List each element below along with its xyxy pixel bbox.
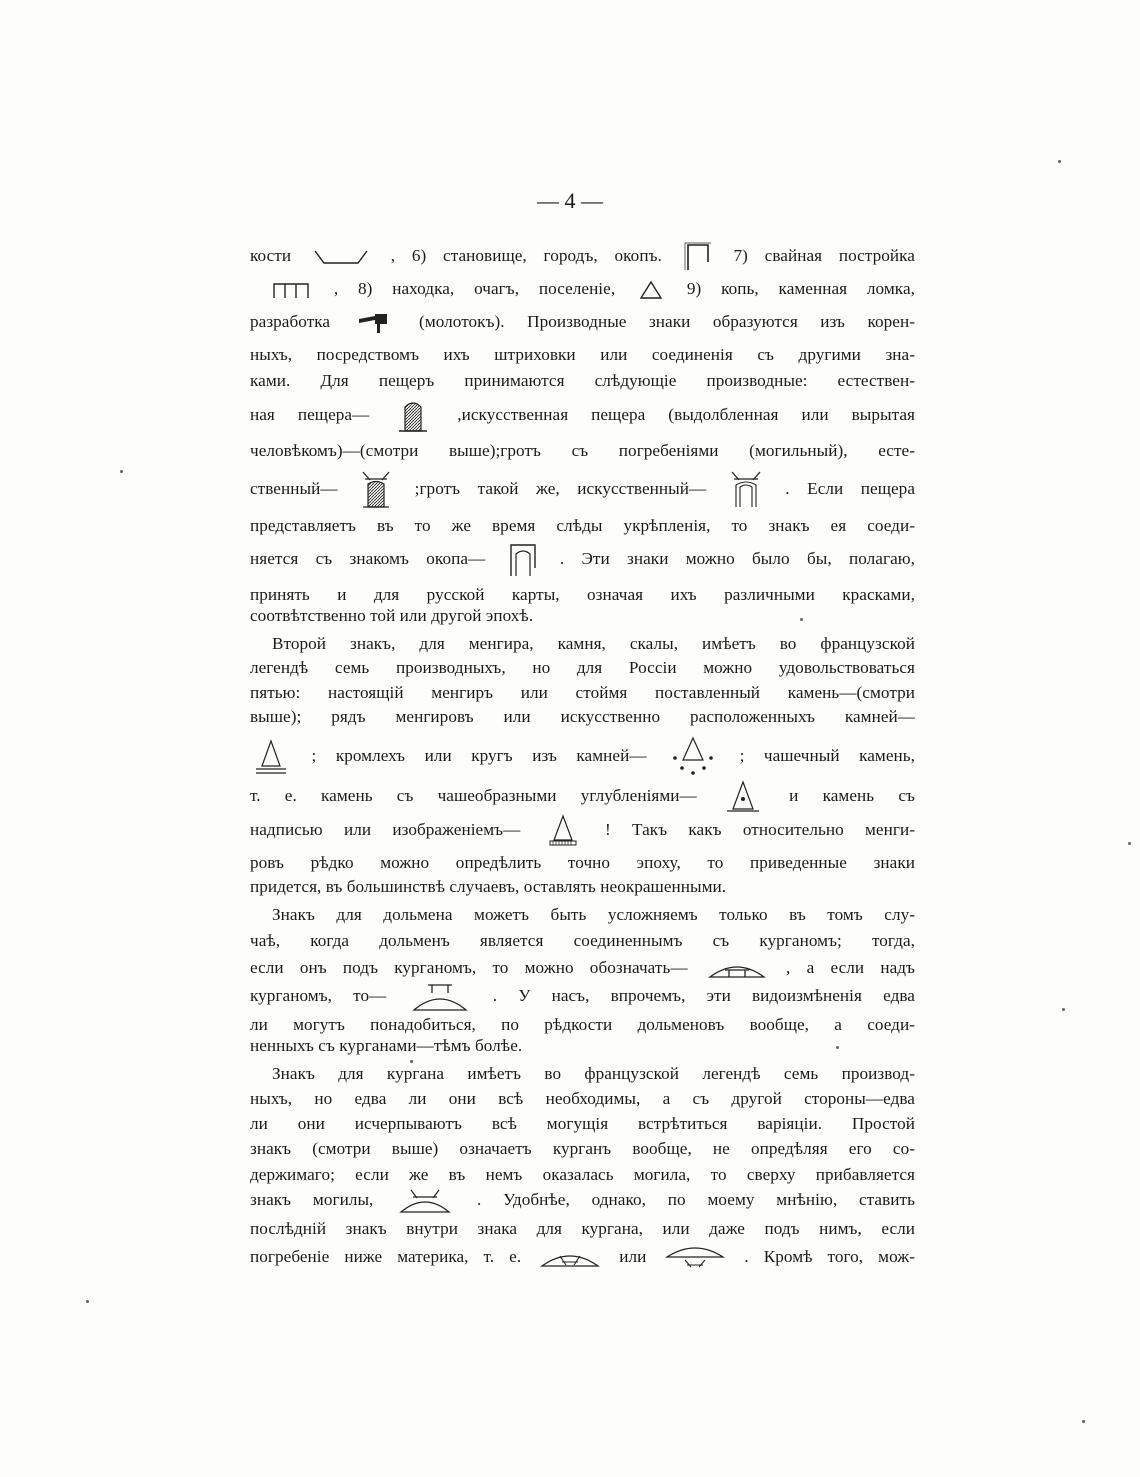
line-33: знакъ могилы, . Удобнѣе, однако, по моему мнѣнію, ставить [250,1184,915,1216]
line-18: т. е. камень съ чашеобразными углубленіями— и камень съ [250,778,915,814]
line-3: разработка (молотокъ). Производные знаки образуются изъ корен- [250,307,915,337]
line-8: ственный— ;гротъ такой же, искусственный— . Если пещера [250,469,915,509]
line-17: ; кромлехъ или кругъ изъ камней— ; чашечный камень, [250,734,915,778]
inscribed-menhir-symbol [546,814,580,848]
line-20: ровъ рѣдко можно опредѣлить точно эпоху, то приведенные знаки [250,853,915,872]
fort-symbol [683,242,713,272]
grave-in-kurgan-symbol [540,1246,600,1270]
grave-under-kurgan-symbol [665,1243,725,1273]
bone-symbol [312,246,370,268]
line-12: соотвѣтственно той или другой эпохѣ. [250,606,534,625]
line-11: принять и для русской карты, означая ихъ различными красками, [250,585,915,604]
line-6: ная пещера— ,искусственная пещера (выдолбленная или вырытая [250,397,915,433]
line-9: представляетъ въ то же время слѣды укрѣпленія, то знакъ ея соеди- [250,516,915,535]
line-28: Знакъ для кургана имѣетъ во французской легендѣ семь производ- [272,1064,915,1083]
line-1: кости , 6) становище, городъ, окопъ. 7) свайная постройка [250,241,915,271]
line-25: курганомъ, то— . У насъ, впрочемъ, эти видоизмѣненія едва [250,979,915,1013]
fortified-cave-symbol [507,542,539,578]
line-14: легендѣ семь производныхъ, но для Россіи можно удовольствоваться [250,658,915,677]
line-27: ненныхъ съ курганами—тѣмъ болѣе. [250,1036,523,1055]
cromlech-symbol [670,736,716,778]
line-31: знакъ (смотри выше) означаетъ курганъ вообще, не опредѣляя его со- [250,1139,915,1158]
cup-stone-symbol [725,780,761,814]
line-4: ныхъ, посредствомъ ихъ штриховки или соединенія съ другими зна- [250,345,915,364]
line-13: Второй знакъ, для менгира, камня, скалы, имѣетъ во французской [272,634,915,653]
line-19: надписью или изображеніемъ— ! Такъ какъ относительно менги- [250,812,915,848]
line-15: пятью: настоящій менгиръ или стоймя поставленный камень—(смотри [250,683,915,702]
line-7: человѣкомъ)—(смотри выше);гротъ съ погребеніями (могильный), есте- [250,441,915,460]
line-22: Знакъ для дольмена можетъ быть усложняемъ только въ томъ слу- [272,905,915,924]
natural-cave-symbol [396,399,430,433]
line-16: выше); рядъ менгировъ или искусственно расположенныхъ камней— [250,707,915,726]
line-2: , 8) находка, очагъ, поселеніе, 9) копь, каменная ломка, [268,274,915,304]
natural-grotto-burial-symbol [359,471,393,509]
line-5: ками. Для пещеръ принимаются слѣдующіе производные: естествен- [250,371,915,390]
line-32: держимаго; если же въ немъ оказалась могила, то сверху прибавляется [250,1165,915,1184]
artificial-grotto-symbol [728,471,764,509]
line-10: няется съ знакомъ окопа— . Эти знаки можно было бы, полагаю, [250,541,915,577]
line-24: если онъ подъ курганомъ, то можно обозначать— , а если надъ [250,953,915,983]
pile-dwelling-symbol [272,281,310,299]
find-triangle-symbol [639,280,663,300]
dolmen-under-kurgan-symbol [708,959,766,979]
line-29: ныхъ, но едва ли они всѣ необходимы, а съ другой стороны—едва [250,1089,915,1108]
line-23: чаѣ, когда дольменъ является соединеннымъ съ курганомъ; тогда, [250,931,915,950]
grave-symbol [399,1188,451,1214]
line-21: придется, въ большинствѣ случаевъ, оставлять неокрашенными. [250,877,727,896]
line-34: послѣдній знакъ внутри знака для кургана, или даже подъ нимъ, если [250,1219,915,1238]
line-30: ли они исчерпываютъ всѣ могущія встрѣтиться варіяціи. Простой [250,1114,915,1133]
hammer-symbol [357,312,393,334]
menhir-row-symbol [254,739,288,775]
page-number: — 4 — [537,188,603,213]
line-35: погребеніе ниже материка, т. е. или . Кромѣ того, мож- [250,1240,915,1274]
line-26: ли могутъ понадобиться, по рѣдкости дольменовъ вообще, а соеди- [250,1015,915,1034]
dolmen-over-kurgan-symbol [412,982,468,1012]
